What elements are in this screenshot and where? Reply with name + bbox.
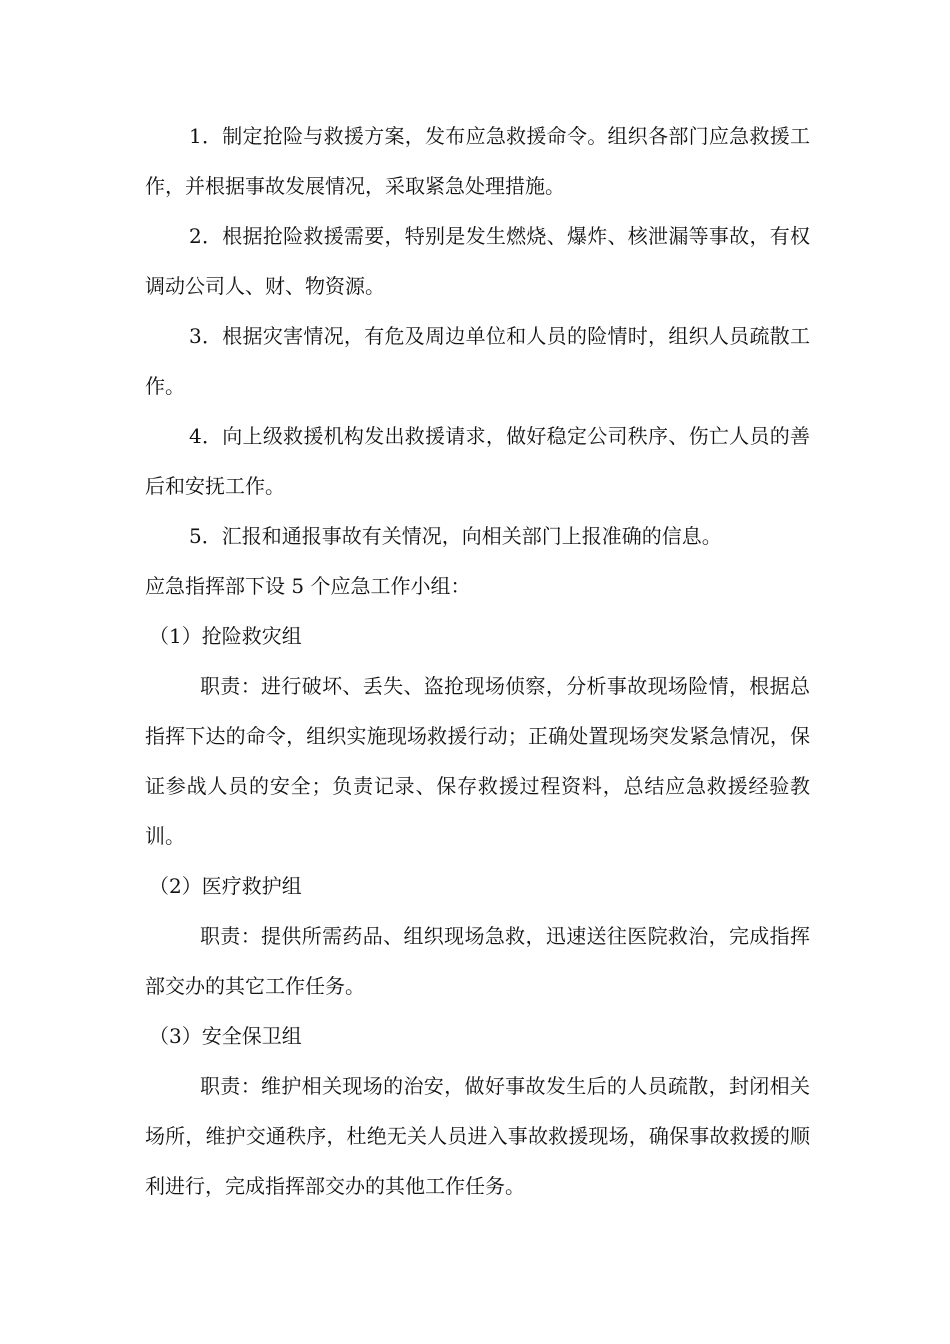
document-body bbox=[145, 111, 810, 1211]
duty-item-3: 3．根据灾害情况，有危及周边单位和人员的险情时，组织人员疏散工作。 bbox=[145, 324, 810, 398]
group-duty-medical: 职责：提供所需药品、组织现场急救，迅速送往医院救治，完成指挥部交办的其它工作任务。 bbox=[145, 924, 810, 998]
group-title-security: （3）安全保卫组 bbox=[149, 1024, 302, 1048]
group-duty-rescue: 职责：进行破坏、丢失、盗抢现场侦察，分析事故现场险情，根据总指挥下达的命令，组织实施现场救援行动；正确处置现场突发紧急情况，保证参战人员的安全；负责记录、保存救援过程资料，总结应急救援经验教训。 bbox=[145, 674, 810, 848]
group-title-medical: （2）医疗救护组 bbox=[149, 874, 302, 898]
groups-intro: 应急指挥部下设 5 个应急工作小组： bbox=[145, 574, 471, 598]
duty-item-1: 1．制定抢险与救援方案，发布应急救援命令。组织各部门应急救援工作，并根据事故发展情况，采取紧急处理措施。 bbox=[145, 124, 810, 198]
group-duty-security: 职责：维护相关现场的治安，做好事故发生后的人员疏散，封闭相关场所，维护交通秩序，杜绝无关人员进入事故救援现场，确保事故救援的顺利进行，完成指挥部交办的其他工作任务。 bbox=[145, 1074, 810, 1198]
duty-item-5: 5．汇报和通报事故有关情况，向相关部门上报准确的信息。 bbox=[189, 524, 722, 548]
duty-item-4: 4．向上级救援机构发出救援请求，做好稳定公司秩序、伤亡人员的善后和安抚工作。 bbox=[145, 424, 810, 498]
duty-item-2: 2．根据抢险救援需要，特别是发生燃烧、爆炸、核泄漏等事故，有权调动公司人、财、物资源。 bbox=[145, 224, 810, 298]
group-title-rescue: （1）抢险救灾组 bbox=[149, 624, 302, 648]
